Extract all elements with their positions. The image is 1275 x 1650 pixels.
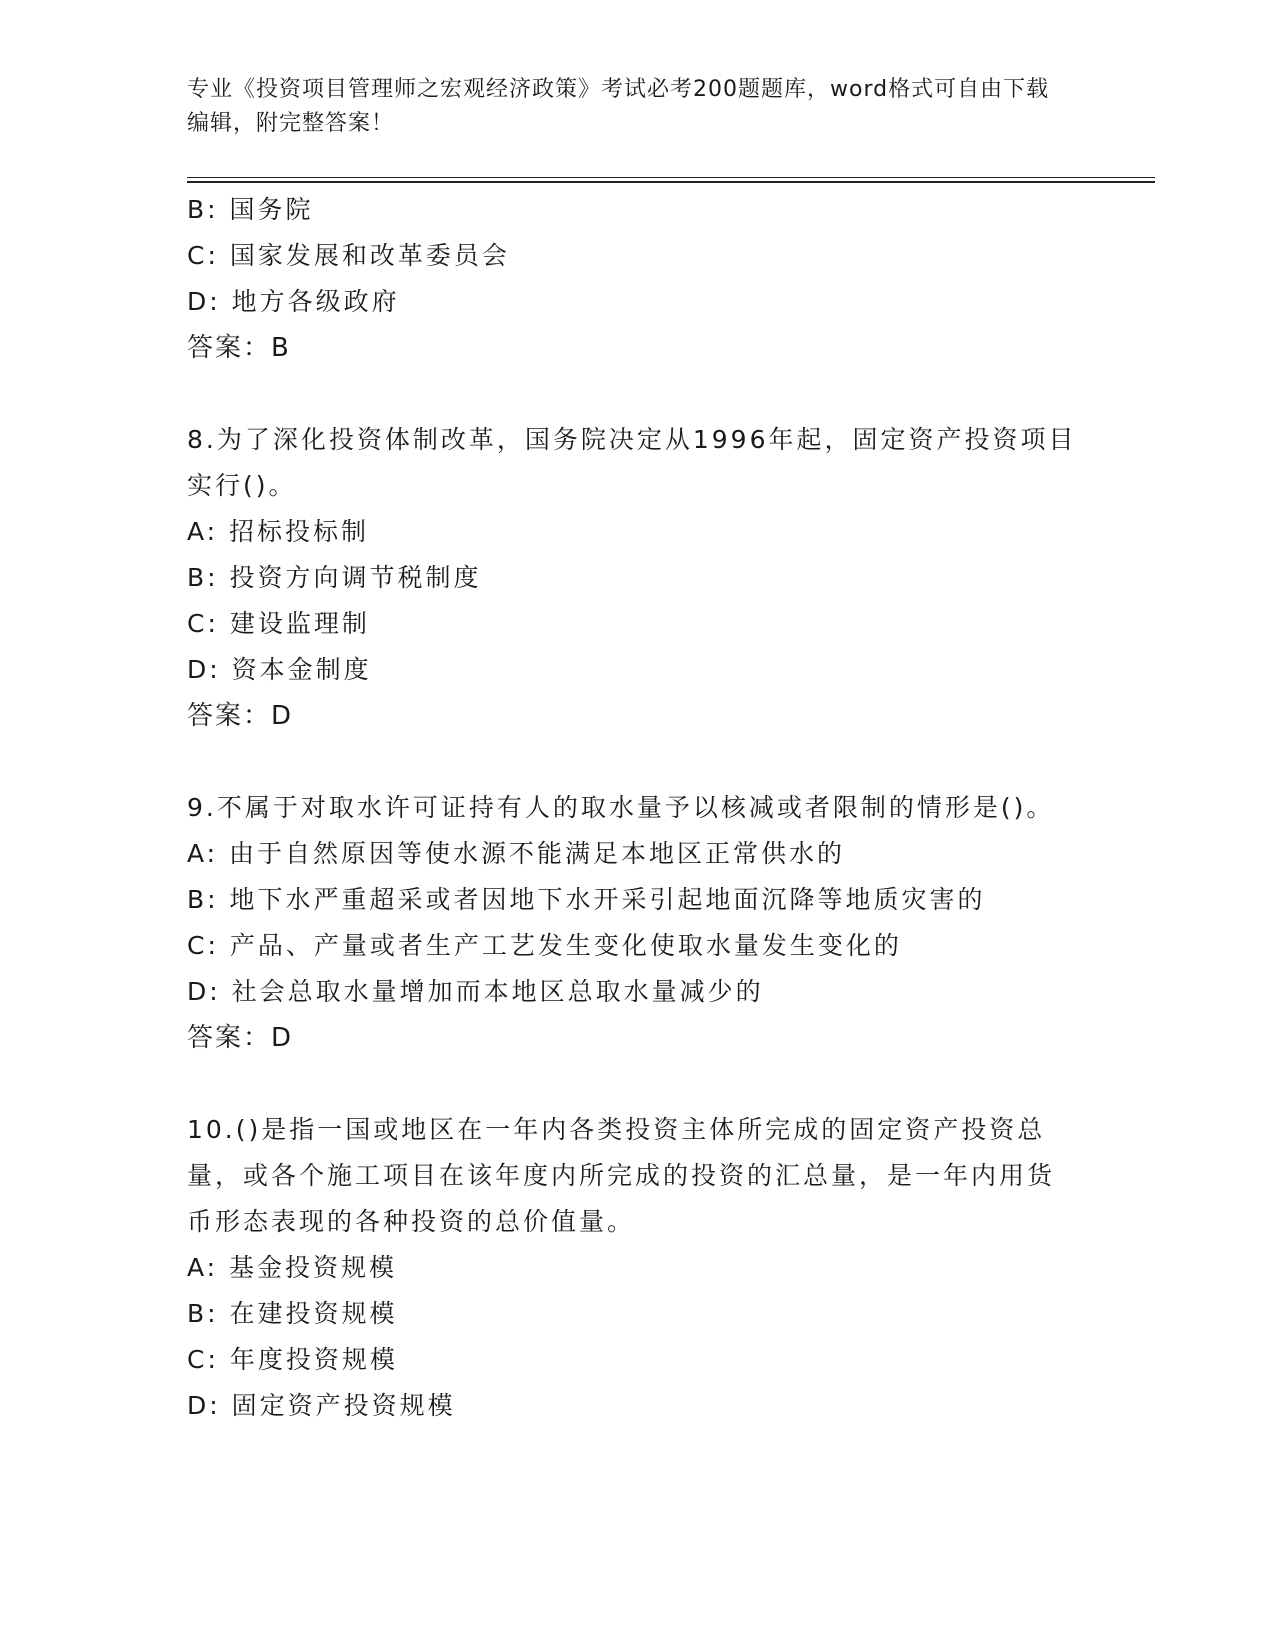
q9-stem: 9.不属于对取水许可证持有人的取水量予以核减或者限制的情形是()。 [187,793,1055,822]
header-divider [187,177,1155,178]
q9-option-b: B: 地下水严重超采或者因地下水开采引起地面沉降等地质灾害的 [187,885,986,914]
q8-option-b: B: 投资方向调节税制度 [187,563,482,592]
q8-option-a: A: 招标投标制 [187,517,370,546]
q8-option-c: C: 建设监理制 [187,609,370,638]
q8-option-d: D: 资本金制度 [187,655,372,684]
q7-option-d: D: 地方各级政府 [187,287,400,316]
q8-answer: 答案：D [187,701,294,731]
question-content [187,187,1087,1429]
q10-option-d: D: 固定资产投资规模 [187,1391,456,1420]
q10-option-a: A: 基金投资规模 [187,1253,398,1282]
q10-stem: 10.()是指一国或地区在一年内各类投资主体所完成的固定资产投资总量，或各个施工项目在该年度内所完成的投资的汇总量，是一年内用货币形态表现的各种投资的总价值量。 [187,1115,1056,1236]
header-divider-thick [187,181,1155,183]
document-header: 专业《投资项目管理师之宏观经济政策》考试必考200题题库，word格式可自由下载编辑，附完整答案！ [187,77,1050,136]
q7-option-c: C: 国家发展和改革委员会 [187,241,510,270]
q9-option-a: A: 由于自然原因等使水源不能满足本地区正常供水的 [187,839,846,868]
q8-stem: 8.为了深化投资体制改革，国务院决定从1996年起，固定资产投资项目实行()。 [187,425,1077,500]
q9-option-c: C: 产品、产量或者生产工艺发生变化使取水量发生变化的 [187,931,902,960]
q7-answer: 答案：B [187,333,291,363]
q7-option-b: B: 国务院 [187,195,314,224]
q10-option-b: B: 在建投资规模 [187,1299,398,1328]
q10-option-c: C: 年度投资规模 [187,1345,398,1374]
q9-option-d: D: 社会总取水量增加而本地区总取水量减少的 [187,977,764,1006]
q9-answer: 答案：D [187,1023,294,1053]
